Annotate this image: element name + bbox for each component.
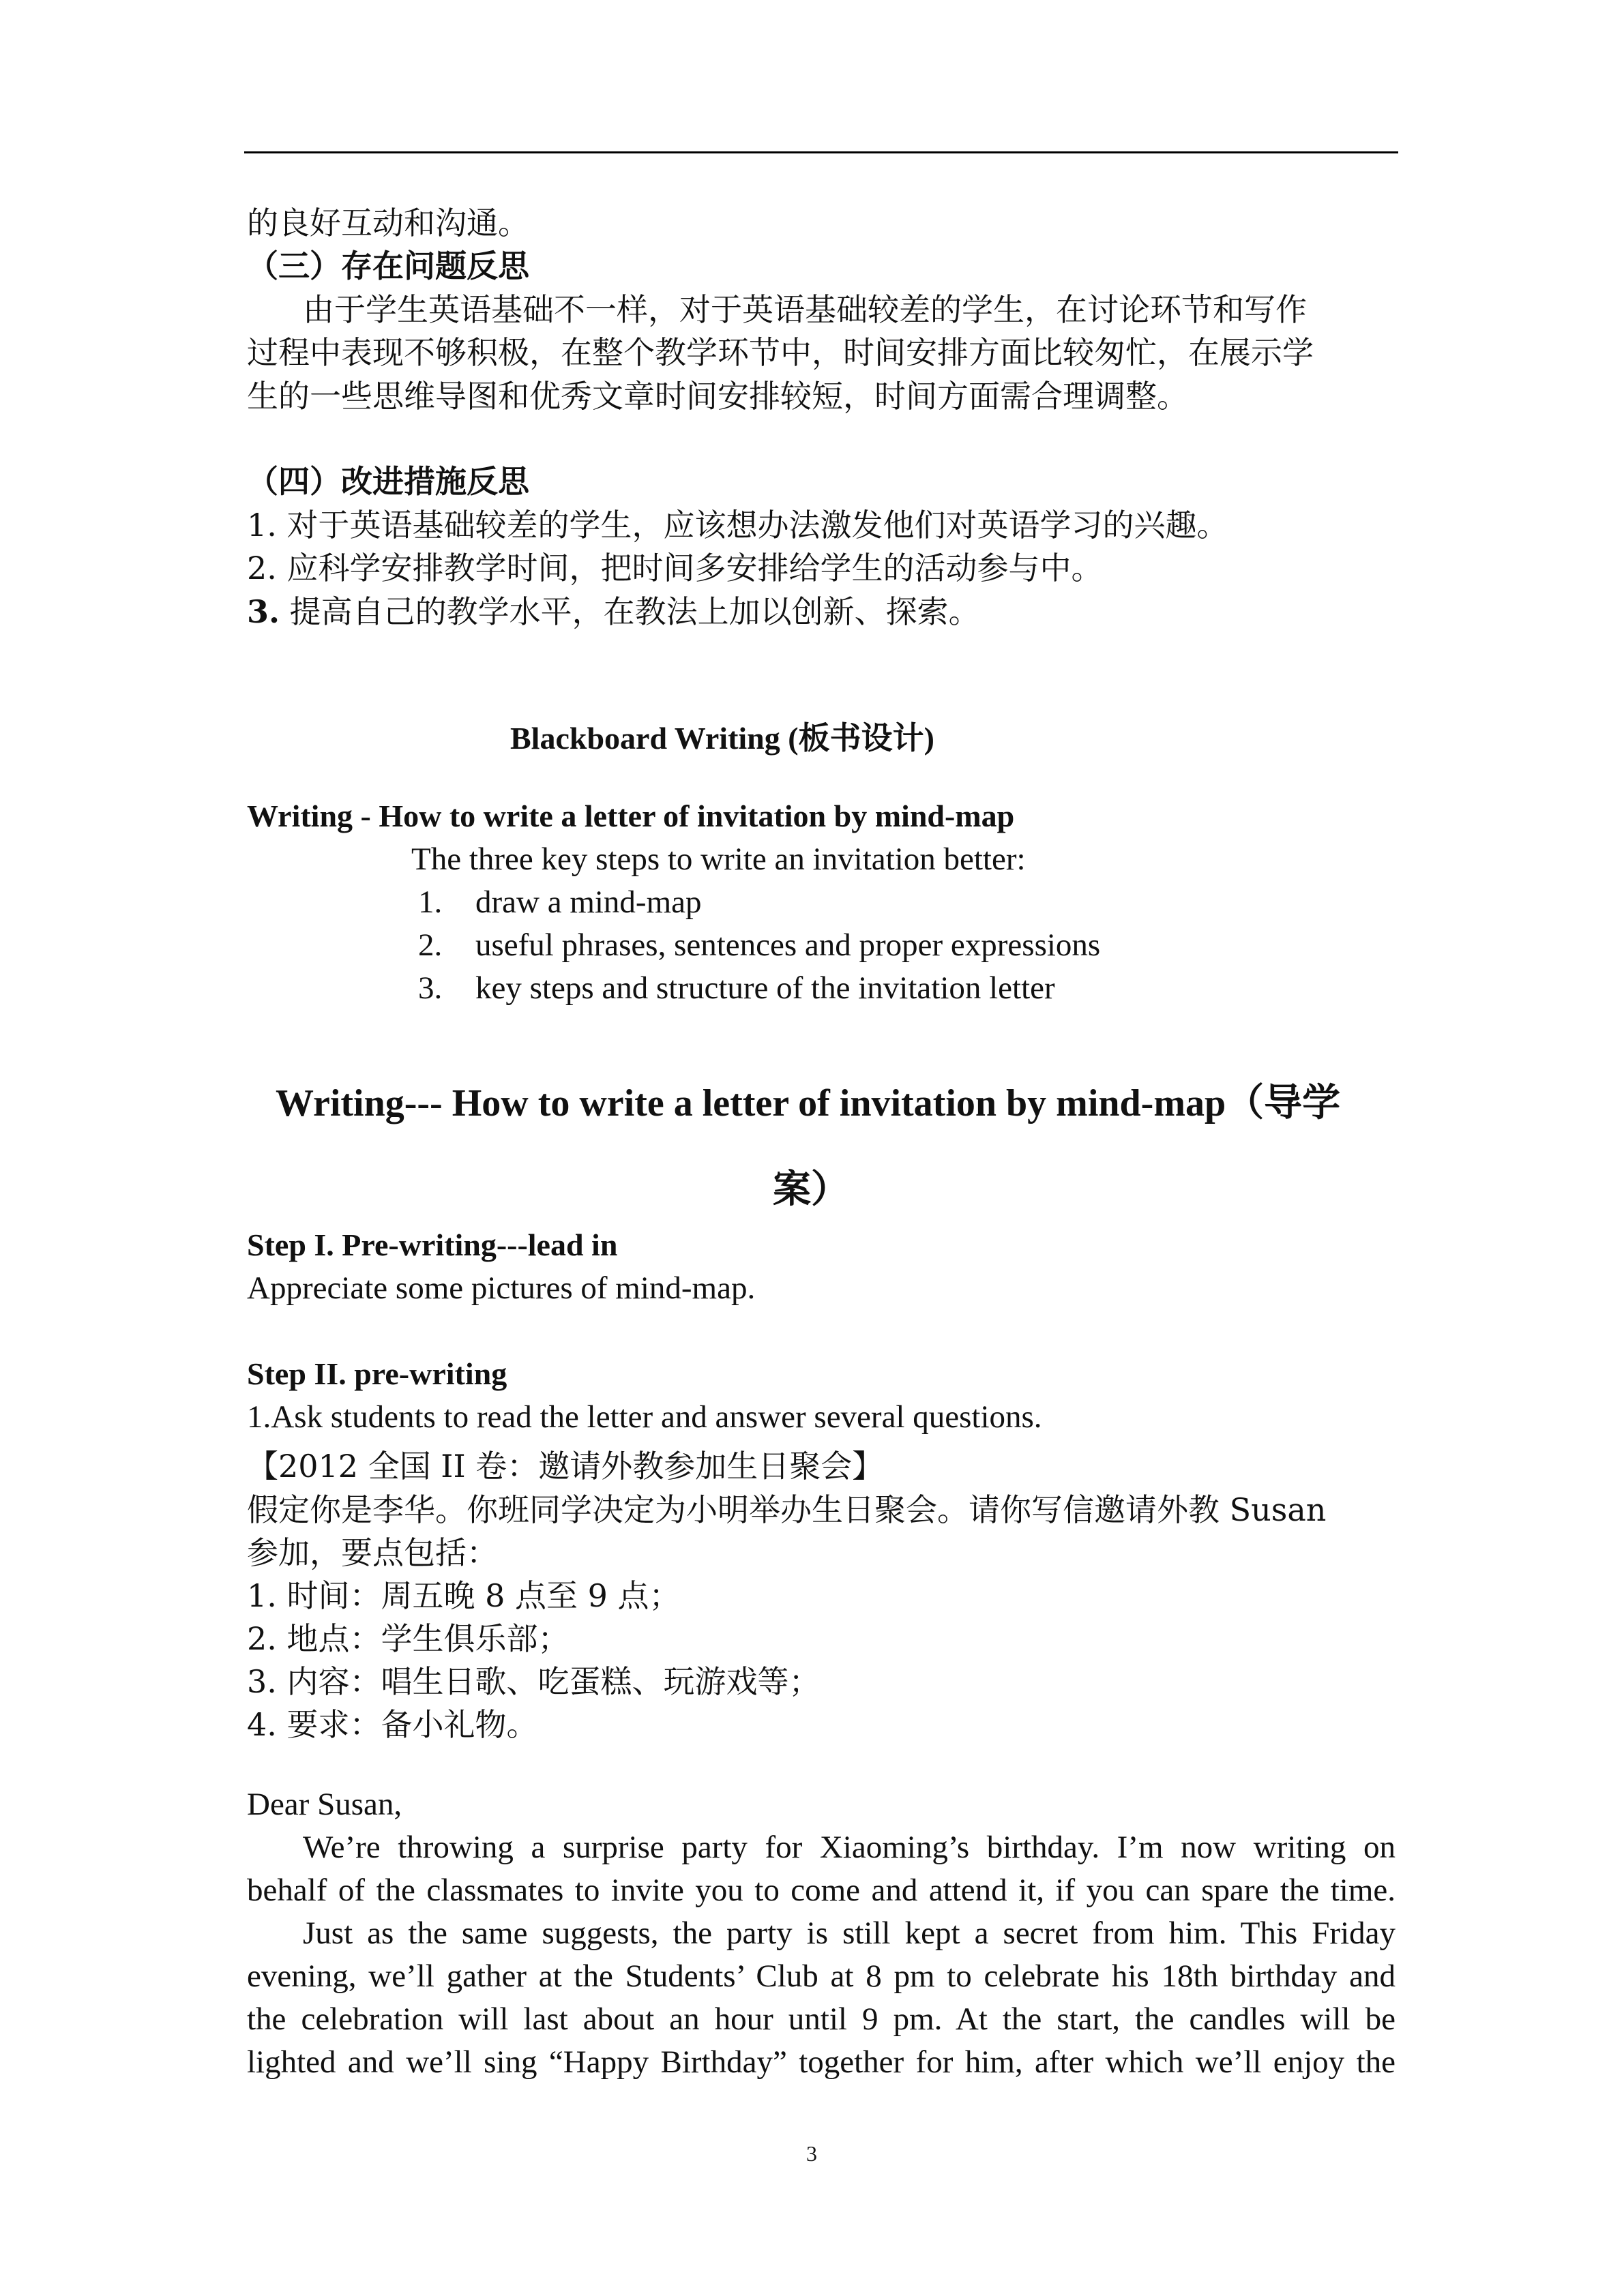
task-line: 参加，要点包括： xyxy=(247,1534,498,1571)
step-text: useful phrases, sentences and proper expressions xyxy=(475,927,1101,963)
item-text: 对于英语基础较差的学生，应该想办法激发他们对英语学习的兴趣。 xyxy=(286,507,1228,543)
step-number: 2. xyxy=(418,927,443,963)
step-text: key steps and structure of the invitation letter xyxy=(475,970,1055,1006)
section3-line: 过程中表现不够积极，在整个教学环节中，时间安排方面比较匆忙，在展示学 xyxy=(247,334,1314,371)
blackboard-step xyxy=(418,970,1055,1007)
section4-heading: （四）改进措施反思 xyxy=(247,463,529,500)
item-number: 3. xyxy=(247,593,280,630)
step1-heading: Step I. Pre-writing---lead in xyxy=(247,1227,618,1262)
step-text: draw a mind-map xyxy=(475,884,702,920)
blackboard-title: Blackboard Writing (板书设计) xyxy=(510,721,934,756)
page-number: 3 xyxy=(806,2141,817,2166)
guide-title: Writing--- How to write a letter of invitation by mind-map（导学 xyxy=(276,1082,1341,1124)
item-text: 提高自己的教学水平，在教法上加以创新、探索。 xyxy=(289,593,980,630)
task-point: 4. 要求：备小礼物。 xyxy=(247,1706,538,1743)
continuation-text: 的良好互动和沟通。 xyxy=(247,205,529,241)
step1-text: Appreciate some pictures of mind-map. xyxy=(247,1270,756,1306)
section3-line: 生的一些思维导图和优秀文章时间安排较短，时间方面需合理调整。 xyxy=(247,378,1188,415)
section4-item xyxy=(247,587,980,632)
header-rule xyxy=(244,151,1398,153)
blackboard-step xyxy=(418,927,1100,964)
task-point: 3. 内容：唱生日歌、吃蛋糕、玩游戏等； xyxy=(247,1663,821,1700)
section3-heading: （三）存在问题反思 xyxy=(247,248,529,284)
blackboard-step xyxy=(418,884,702,921)
letter-line: evening, we’ll gather at the Students’ Club at 8 pm to celebrate his 18th birthday and xyxy=(247,1958,1396,1994)
letter-line: We’re throwing a surprise party for Xiaoming’s birthday. I’m now writing on xyxy=(303,1830,1396,1865)
letter-line: lighted and we’ll sing “Happy Birthday” together for him, after which we’ll enjoy the xyxy=(247,2044,1396,2080)
item-number: 2. xyxy=(247,550,277,586)
letter-line: behalf of the classmates to invite you to come and attend it, if you can spare the time. xyxy=(247,1873,1396,1908)
item-text: 应科学安排教学时间，把时间多安排给学生的活动参与中。 xyxy=(286,550,1103,586)
step-number: 1. xyxy=(418,884,443,920)
section3-line: 由于学生英语基础不一样，对于英语基础较差的学生，在讨论环节和写作 xyxy=(303,291,1307,328)
step2-text: 1.Ask students to read the letter and answer several questions. xyxy=(247,1399,1042,1435)
letter-line: Just as the same suggests, the party is still kept a secret from him. This Friday xyxy=(303,1915,1396,1951)
blackboard-intro: The three key steps to write an invitation better: xyxy=(411,841,1026,877)
guide-title-continued: 案） xyxy=(773,1169,849,1211)
item-number: 1. xyxy=(247,507,277,543)
section4-item xyxy=(247,543,1103,588)
task-point: 1. 时间：周五晚 8 点至 9 点； xyxy=(247,1577,681,1614)
step2-heading: Step II. pre-writing xyxy=(247,1356,507,1391)
task-line: 假定你是李华。你班同学决定为小明举办生日聚会。请你写信邀请外教 Susan xyxy=(247,1491,1327,1528)
task-point: 2. 地点：学生俱乐部； xyxy=(247,1620,570,1657)
blackboard-subtitle: Writing - How to write a letter of invitation by mind-map xyxy=(247,799,1015,833)
letter-salutation: Dear Susan, xyxy=(247,1787,402,1822)
section4-item xyxy=(247,501,1228,546)
step-number: 3. xyxy=(418,970,443,1006)
letter-line: the celebration will last about an hour until 9 pm. At the start, the candles will be xyxy=(247,2001,1396,2037)
task-title: 【2012 全国 II 卷：邀请外教参加生日聚会】 xyxy=(247,1448,884,1485)
